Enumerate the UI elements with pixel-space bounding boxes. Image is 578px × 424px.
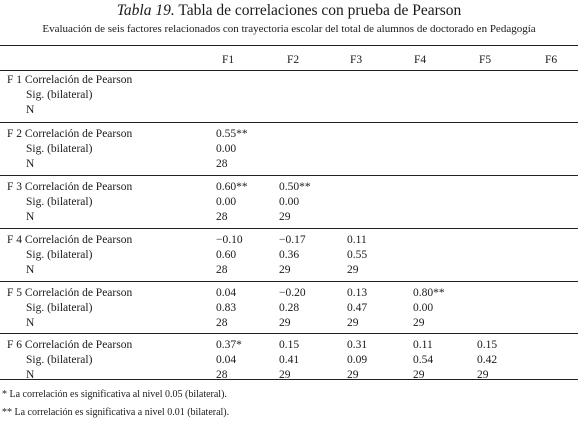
sig-value-cell: 0.83 <box>216 302 237 314</box>
factor-label: F 5 <box>7 287 23 299</box>
group-separator <box>0 175 578 176</box>
table-title <box>0 2 578 20</box>
n-label: N <box>26 264 35 276</box>
pearson-value-cell: 0.15 <box>477 339 498 351</box>
n-label: N <box>26 317 35 329</box>
pearson-label <box>7 73 132 88</box>
pearson-label-text: Correlación de Pearson <box>24 128 133 140</box>
sig-value-cell: 0.09 <box>347 354 368 366</box>
group-separator <box>0 333 578 334</box>
pearson-value-cell: 0.50** <box>279 181 311 193</box>
top-rule <box>0 45 578 46</box>
pearson-label-text: Correlación de Pearson <box>24 74 133 86</box>
n-label: N <box>26 369 35 381</box>
n-value-cell: 29 <box>279 264 291 276</box>
sig-value-cell: 0.42 <box>477 354 498 366</box>
n-label: N <box>26 158 35 170</box>
n-value-cell: 29 <box>413 369 425 381</box>
n-value-cell: 28 <box>216 158 228 170</box>
pearson-value-cell: 0.31 <box>347 339 368 351</box>
sig-value-cell: 0.54 <box>413 354 434 366</box>
n-value-cell: 29 <box>279 211 291 223</box>
sig-label: Sig. (bilateral) <box>26 89 93 101</box>
sig-label: Sig. (bilateral) <box>26 302 93 314</box>
sig-value-cell: 0.47 <box>347 302 368 314</box>
pearson-label <box>7 127 132 142</box>
pearson-value-cell: 0.60** <box>216 181 248 193</box>
group-separator <box>0 122 578 123</box>
pearson-value-cell: 0.80** <box>413 287 445 299</box>
column-header-f1: F1 <box>222 54 235 66</box>
column-header-f2: F2 <box>287 54 300 66</box>
sig-value-cell: 0.00 <box>216 143 237 155</box>
sig-label: Sig. (bilateral) <box>26 143 93 155</box>
group-separator <box>0 228 578 229</box>
pearson-value-cell: 0.37* <box>216 339 242 351</box>
pearson-label-text: Correlación de Pearson <box>24 287 133 299</box>
pearson-value-cell: −0.10 <box>216 234 243 246</box>
pearson-label <box>7 338 132 353</box>
n-value-cell: 28 <box>216 317 228 329</box>
pearson-label-text: Correlación de Pearson <box>24 234 133 246</box>
column-header-f4: F4 <box>414 54 427 66</box>
n-value-cell: 28 <box>216 211 228 223</box>
n-value-cell: 29 <box>279 317 291 329</box>
sig-label: Sig. (bilateral) <box>26 249 93 261</box>
sig-value-cell: 0.00 <box>413 302 434 314</box>
sig-value-cell: 0.00 <box>279 196 300 208</box>
n-value-cell: 29 <box>347 264 359 276</box>
n-value-cell: 28 <box>216 264 228 276</box>
pearson-value-cell: 0.04 <box>216 287 237 299</box>
sig-value-cell: 0.36 <box>279 249 300 261</box>
table-title-text: Tabla de correlaciones con prueba de Pearson <box>178 2 462 19</box>
footnote-1: * La correlación es significativa al nivel 0.05 (bilateral). <box>2 389 227 400</box>
table-number: Tabla 19. <box>116 2 175 19</box>
sig-label: Sig. (bilateral) <box>26 196 93 208</box>
n-value-cell: 29 <box>347 317 359 329</box>
table-subtitle: Evaluación de seis factores relacionados con trayectoria escolar del total de alumnos de doctorado en Pedagogía <box>42 23 536 35</box>
header-rule <box>0 70 578 71</box>
n-value-cell: 29 <box>477 369 489 381</box>
factor-label: F 4 <box>7 234 23 246</box>
pearson-value-cell: 0.13 <box>347 287 368 299</box>
factor-label: F 6 <box>7 339 23 351</box>
column-header-f5: F5 <box>479 54 492 66</box>
pearson-value-cell: −0.20 <box>279 287 306 299</box>
sig-value-cell: 0.00 <box>216 196 237 208</box>
n-value-cell: 29 <box>279 369 291 381</box>
pearson-value-cell: 0.11 <box>413 339 433 351</box>
n-label: N <box>26 104 35 116</box>
sig-value-cell: 0.41 <box>279 354 300 366</box>
sig-value-cell: 0.55 <box>347 249 368 261</box>
pearson-label-text: Correlación de Pearson <box>24 339 133 351</box>
sig-value-cell: 0.60 <box>216 249 237 261</box>
group-separator <box>0 281 578 282</box>
n-value-cell: 28 <box>216 369 228 381</box>
n-value-cell: 29 <box>347 369 359 381</box>
factor-label: F 2 <box>7 128 23 140</box>
sig-value-cell: 0.28 <box>279 302 300 314</box>
pearson-label <box>7 286 132 301</box>
pearson-value-cell: 0.55** <box>216 128 248 140</box>
footnote-2: ** La correlación es significativa a nivel 0.01 (bilateral). <box>2 407 230 418</box>
column-header-f6: F6 <box>545 54 558 66</box>
pearson-value-cell: 0.11 <box>347 234 367 246</box>
pearson-label <box>7 233 132 248</box>
sig-label: Sig. (bilateral) <box>26 354 93 366</box>
factor-label: F 1 <box>7 74 23 86</box>
n-label: N <box>26 211 35 223</box>
n-value-cell: 29 <box>413 317 425 329</box>
pearson-value-cell: −0.17 <box>279 234 306 246</box>
pearson-label <box>7 180 132 195</box>
pearson-label-text: Correlación de Pearson <box>24 181 133 193</box>
column-header-f3: F3 <box>350 54 363 66</box>
bottom-rule <box>0 379 578 380</box>
factor-label: F 3 <box>7 181 23 193</box>
pearson-value-cell: 0.15 <box>279 339 300 351</box>
sig-value-cell: 0.04 <box>216 354 237 366</box>
